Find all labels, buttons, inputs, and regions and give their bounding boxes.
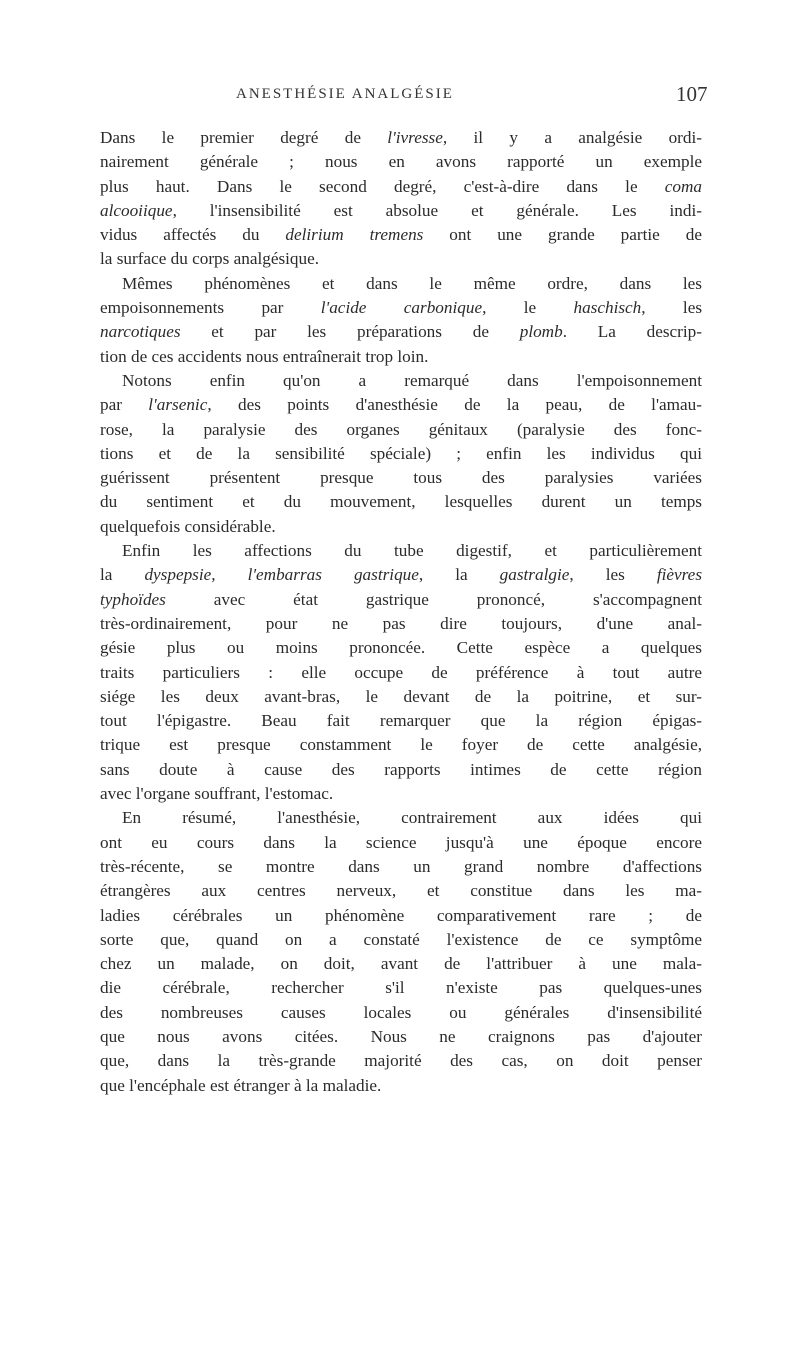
text-line (100, 442, 702, 466)
text-line (100, 904, 702, 928)
italic-text: alcooiique (100, 200, 173, 220)
text-run: trique est presque constamment le foyer de cette analgésie, (100, 735, 702, 755)
text-line (100, 1025, 702, 1049)
text-run: traits particuliers : elle occupe de préférence à tout autre (100, 662, 702, 682)
text-line (100, 345, 702, 369)
text-line (100, 369, 702, 393)
running-head (0, 82, 800, 114)
italic-text: delirium tremens (285, 225, 424, 245)
text-run: tions et de la sensibilité spéciale) ; enfin les individus qui (100, 443, 702, 463)
italic-text: l'ivresse (387, 128, 443, 147)
italic-text: narcotiques (100, 322, 181, 342)
text-line (100, 296, 702, 320)
text-line (100, 636, 702, 660)
text-run: nairement générale ; nous en avons rapporté un exemple (100, 152, 702, 172)
text-run: et par les préparations de (180, 322, 520, 342)
text-run: la (100, 565, 145, 585)
text-run: avec état gastrique prononcé, s'accompagnent (165, 589, 702, 609)
italic-text: coma (664, 176, 702, 196)
italic-text: l'arsenic (148, 395, 208, 415)
text-run: , des points d'anesthésie de la peau, de l'amau- (207, 395, 702, 415)
text-run: , l'insensibilité est absolue et générale. Les indi- (172, 200, 702, 220)
text-line (100, 126, 702, 150)
text-run: , la (418, 565, 500, 585)
text-run: , il y a analgésie ordi- (442, 128, 702, 147)
text-run: plus haut. Dans le second degré, c'est-à-dire dans le (100, 176, 665, 196)
text-line (100, 1074, 702, 1098)
text-run: ladies cérébrales un phénomène comparativement rare ; de (100, 905, 702, 925)
text-run: En résumé, l'anesthésie, contrairement aux idées qui (122, 808, 702, 828)
text-line (100, 661, 702, 685)
body-text (100, 126, 702, 1098)
text-run: . La descrip- (562, 322, 702, 342)
text-line (100, 393, 702, 417)
text-run: tout l'épigastre. Beau fait remarquer que la région épigas- (100, 711, 702, 731)
text-line (100, 223, 702, 247)
italic-text: l'acide carbonique (320, 298, 483, 318)
text-line (100, 952, 702, 976)
text-line (100, 150, 702, 174)
text-run: rose, la paralysie des organes génitaux (paralysie des fonc- (100, 419, 702, 439)
text-line (100, 782, 702, 806)
running-title: ANESTHÉSIE ANALGÉSIE (236, 86, 454, 102)
text-run: Notons enfin qu'on a remarqué dans l'empoisonnement (122, 370, 702, 390)
text-run: du sentiment et du mouvement, lesquelles durent un temps (100, 492, 702, 512)
text-line (100, 831, 702, 855)
text-run: , les (641, 298, 703, 318)
italic-text: typhoïdes (100, 589, 166, 609)
italic-text: dyspepsie, l'embarras gastrique (144, 565, 419, 585)
text-run: la surface du corps analgésique. (100, 249, 320, 269)
text-line (100, 320, 702, 344)
italic-text: gastralgie (499, 565, 570, 585)
text-line (100, 490, 702, 514)
text-line (100, 879, 702, 903)
text-run: ont une grande partie de (423, 225, 702, 245)
text-line (100, 539, 702, 563)
text-run: siége les deux avant-bras, le devant de la poitrine, et sur- (100, 686, 702, 706)
text-run: die cérébrale, rechercher s'il n'existe pas quelques-unes (100, 978, 702, 998)
text-line (100, 272, 702, 296)
text-run: par (100, 395, 149, 415)
text-run: chez un malade, on doit, avant de l'attribuer à une mala- (100, 954, 702, 974)
text-line (100, 1001, 702, 1025)
text-run: que nous avons citées. Nous ne craignons pas d'ajouter (100, 1026, 702, 1046)
text-run: gésie plus ou moins prononcée. Cette espèce a quelques (100, 638, 702, 658)
text-line (100, 806, 702, 830)
text-run: que, dans la très-grande majorité des cas, on doit penser (100, 1051, 702, 1071)
text-run: Mêmes phénomènes et dans le même ordre, dans les (122, 273, 702, 293)
text-line (100, 466, 702, 490)
text-line (100, 855, 702, 879)
text-run: très-récente, se montre dans un grand nombre d'affections (100, 856, 702, 876)
text-line (100, 976, 702, 1000)
text-run: , le (482, 298, 574, 318)
text-run: étrangères aux centres nerveux, et constitue dans les ma- (100, 881, 702, 901)
text-run: très-ordinairement, pour ne pas dire toujours, d'une anal- (100, 613, 702, 633)
text-line (100, 733, 702, 757)
italic-text: fièvres (656, 565, 703, 585)
text-run: que l'encéphale est étranger à la maladie. (100, 1075, 382, 1095)
italic-text: haschisch (573, 298, 642, 318)
text-run: sorte que, quand on a constaté l'existence de ce symptôme (100, 929, 702, 949)
text-line (100, 199, 702, 223)
text-line (100, 685, 702, 709)
text-line (100, 1049, 702, 1073)
text-line (100, 418, 702, 442)
text-line (100, 758, 702, 782)
text-run: ont eu cours dans la science jusqu'à une époque encore (100, 832, 702, 852)
text-line (100, 563, 702, 587)
text-line (100, 175, 702, 199)
text-line (100, 247, 702, 271)
text-line (100, 588, 702, 612)
text-run: vidus affectés du (100, 225, 286, 245)
text-run: Dans le premier degré de (100, 128, 388, 147)
text-run: Enfin les affections du tube digestif, et particulièrement (122, 541, 702, 561)
text-run: empoisonnements par (100, 298, 321, 318)
text-run: , les (569, 565, 657, 585)
text-run: sans doute à cause des rapports intimes de cette région (100, 759, 702, 779)
text-line (100, 515, 702, 539)
text-run: des nombreuses causes locales ou générales d'insensibilité (100, 1002, 702, 1022)
italic-text: plomb (519, 322, 563, 342)
text-run: guérissent présentent presque tous des paralysies variées (100, 468, 702, 488)
text-line (100, 928, 702, 952)
page-number: 107 (676, 82, 708, 106)
text-run: quelquefois considérable. (100, 516, 276, 536)
text-run: avec l'organe souffrant, l'estomac. (100, 784, 334, 804)
text-line (100, 612, 702, 636)
text-run: tion de ces accidents nous entraînerait trop loin. (100, 346, 429, 366)
text-line (100, 709, 702, 733)
